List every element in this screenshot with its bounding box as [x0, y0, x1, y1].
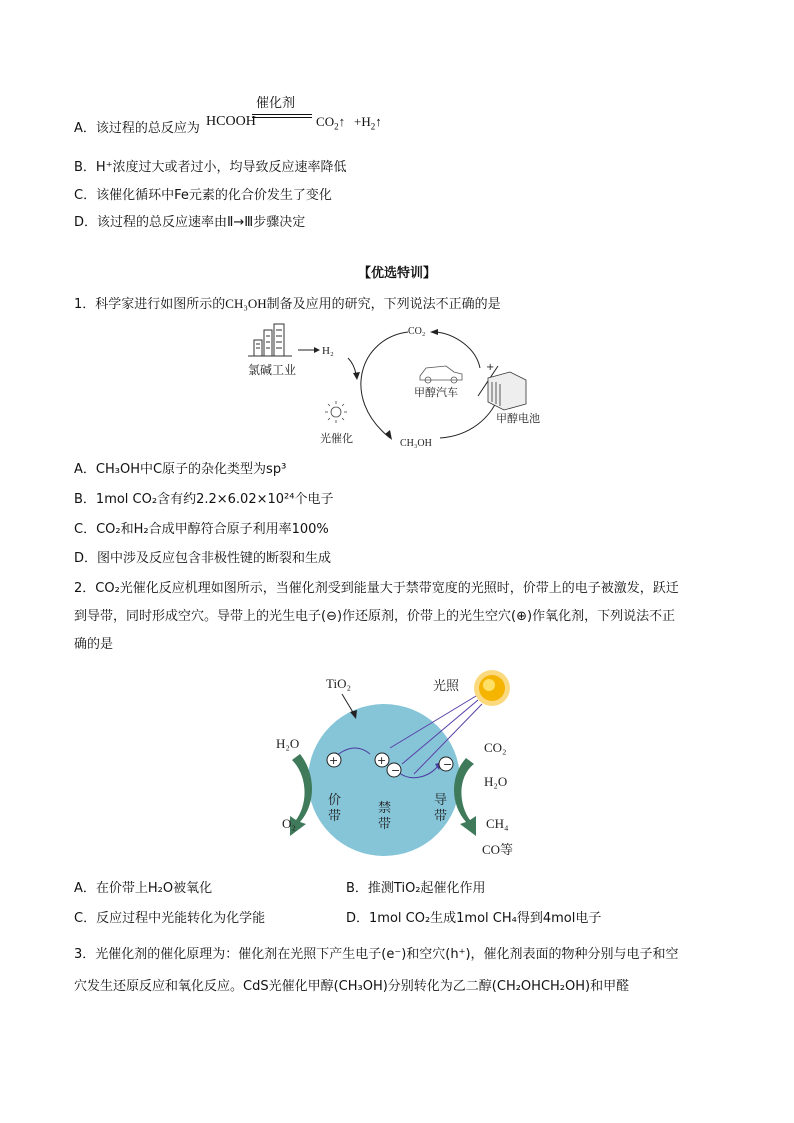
q1-option-d: D．图中涉及反应包含非极性键的断裂和生成 [74, 551, 332, 566]
car-icon [420, 366, 462, 383]
prev-option-a [74, 96, 414, 139]
sun-icon [474, 670, 510, 706]
product-h2 [354, 112, 382, 137]
q2-option-d: D．1mol CO₂生成1mol CH₄得到4mol电子 [346, 911, 602, 926]
conduction-char1: 导 [434, 793, 448, 808]
section-title: 【优选特训】 [357, 266, 436, 281]
svg-text:+: + [329, 754, 339, 767]
q2-option-a: A．在价带上H₂O被氧化 [74, 881, 213, 896]
q1-option-b: B．1mol CO₂含有约2.2×6.02×10²⁴个电子 [74, 492, 334, 507]
valence-char1: 价 [328, 793, 342, 808]
tio2-sphere [308, 704, 460, 856]
electron-center [387, 763, 401, 777]
battery-label: 甲醇电池 [496, 412, 540, 425]
battery-plus: + [486, 362, 495, 373]
q2-stem-line2: 到导带，同时形成空穴。导带上的光生电子(⊖)作还原剂，价带上的光生空穴(⊕)作氧化剂，下列说法不正 [74, 609, 676, 624]
h2-label: H₂ [322, 345, 334, 357]
q1-stem [74, 294, 501, 315]
q1-figure [240, 318, 560, 458]
prev-option-c: C．该催化循环中Fe元素的化合价发生了变化 [74, 188, 332, 203]
factory-arrowhead [314, 347, 320, 353]
hole-left [327, 753, 341, 767]
cycle-arc-top [436, 332, 480, 368]
svg-text:−: − [391, 764, 401, 777]
product2-sub: 2 [370, 121, 376, 132]
valence-char2: 带 [328, 809, 342, 824]
q3-stem-line1: 3．光催化剂的催化原理为：催化剂在光照下产生电子(e⁻)和空穴(h⁺)，催化剂表面的物种分别与电子和空 [74, 947, 679, 962]
q2-figure [270, 664, 530, 864]
sun-icon-small [325, 401, 347, 423]
prev-option-b: B．H⁺浓度过大或者过小，均导致反应速率降低 [74, 160, 347, 175]
conduction-char2: 带 [434, 809, 448, 824]
photo-label: 光催化 [320, 432, 353, 445]
cycle-arc-right [440, 398, 498, 438]
h2-down-arrowhead [353, 372, 360, 380]
prev-option-d: D．该过程的总反应速率由Ⅱ→Ⅲ步骤决定 [74, 215, 306, 230]
cycle-arrowhead-top [430, 329, 438, 335]
q1-option-c: C．CO₂和H₂合成甲醇符合原子利用率100% [74, 522, 329, 537]
equation-line-bottom [252, 117, 312, 118]
forbidden-char2: 带 [378, 817, 392, 832]
hole-center [375, 753, 389, 767]
light-label: 光照 [433, 679, 460, 694]
forbidden-char1: 禁 [378, 801, 392, 816]
svg-text:−: − [443, 758, 453, 771]
h2o-left-label: H₂O [276, 736, 300, 751]
plus-h: +H [354, 114, 371, 129]
up-arrow: ↑ [338, 114, 346, 129]
o2-label: O₂ [282, 816, 296, 831]
total-reaction-equation [204, 96, 414, 132]
cycle-arc-left [361, 332, 408, 438]
q1-option-a: A．CH₃OH中C原子的杂化类型为sp³ [74, 462, 287, 477]
ch3oh-label: CH₃OH [400, 438, 432, 449]
h2-down-arrow [348, 358, 356, 374]
q1-stem-pre: 1．科学家进行如图所示的 [74, 297, 226, 312]
battery-icon [488, 372, 526, 410]
q2-option-b: B．推测TiO₂起催化作用 [346, 881, 486, 896]
q1-stem-formula: CH₃OH [225, 296, 267, 311]
q2-stem-line1: 2．CO₂光催化反应机理如图所示，当催化剂受到能量大于禁带宽度的光照时，价带上的电子被激发，跃迁 [74, 581, 679, 596]
q2-stem-line3: 确的是 [74, 637, 114, 652]
svg-text:+: + [377, 754, 387, 767]
equation-line-top [252, 114, 312, 115]
factory-icon [248, 324, 292, 356]
co2-label: CO₂ [408, 326, 426, 337]
reactant-formula: HCOOH [206, 114, 256, 129]
option-a-text: A．该过程的总反应为 [74, 121, 200, 136]
ch4-label: CH₄ [486, 816, 509, 831]
q1-stem-post: 制备及应用的研究，下列说法不正确的是 [266, 297, 501, 312]
product1-sub: 2 [334, 121, 339, 132]
product-co2 [316, 112, 345, 137]
up-arrow-2: ↑ [375, 114, 382, 129]
catalyst-label: 催化剂 [256, 96, 296, 111]
tio2-label: TiO₂ [326, 676, 352, 691]
product1-text: CO [316, 114, 335, 129]
h2o-right-label: H₂O [484, 774, 508, 789]
car-label: 甲醇汽车 [414, 386, 458, 399]
factory-label: 氯碱工业 [248, 363, 297, 377]
co2-right-label: CO₂ [484, 740, 507, 755]
electron-right [439, 757, 453, 771]
tio2-pointer [342, 694, 354, 714]
q2-option-c: C．反应过程中光能转化为化学能 [74, 911, 266, 926]
co-label: CO等 [482, 842, 514, 857]
q3-stem-line2: 穴发生还原反应和氧化反应。CdS光催化甲醇(CH₃OH)分别转化为乙二醇(CH₂OHCH₂OH)和甲醛 [74, 979, 630, 994]
